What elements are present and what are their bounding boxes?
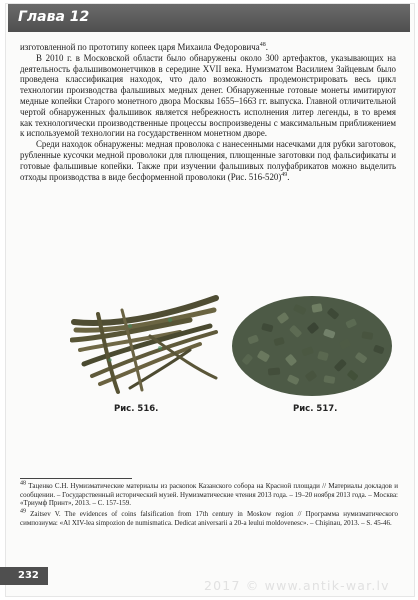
paragraph-3: Среди находок обнаружены: медная проволока с нанесенными насечками для рубки заготовок, рубленные кусочки медной проволоки для плющения, плющенные заготовки под фальсификаты и готовые фальшивые копейки. Также при изучении фальшивых полуфабрикатов можно выделить отходы производства в виде бесформенной проволоки (Рис. 516-520)$^{49}$. [20,139,396,182]
footnotes [20,482,398,530]
footnote-ref-48[interactable]: 48 [259,42,266,49]
footnote-ref-49[interactable]: 49 [281,171,288,178]
figure-517-caption: Рис. 517. [293,404,338,414]
footnote-divider [20,478,132,479]
chapter-title: Глава 12 [18,9,90,25]
watermark: 2017 © www.antik-war.lv [204,578,390,593]
page-number: 232 [18,570,39,581]
paragraph-1: изготовленной по прототипу копеек царя Михаила Федоровича$^{48}$. [20,42,268,52]
figure-516-copper-wire-image [70,280,220,398]
body-text [20,42,396,182]
figure-516-caption: Рис. 516. [114,404,159,414]
footnote-49: $^{49}$ Zaitsev V. The evidences of coins falsification from 17th century in Moskow region // Программа нумизматического симпозиума: «Al XIV-lea simpozion de numismatica. Dedicat aniversarii a 20-a leului moldovenesc». – Chişinau, 2013. – S. 45-46. [20,508,398,527]
paragraph-2: В 2010 г. в Московской области было обнаружены около 300 артефактов, указывающих на деятельность фальшивомонетчиков в середине XVII века. Нумизматом Василием Зайцевым было проведена классификация находок, что дало возможность продемонстрировать весь цикл технологии производства фальшивых медных денег. Обнаруженные готовые монеты имитируют медные копейки Старого монетного двора Москвы 1655–1663 гг. выпуска. Главной отличительной чертой обнаруженных фальшивок является небрежность исполнения литер легенды, в то время как технологически производственные процессы воспроизведены с максимальным приближением к используемой технологии на государственном монетном дворе. [20,52,396,139]
figure-517-wire-pieces-image [228,276,396,400]
footnote-48: $^{48}$ Таценко С.Н. Нумизматические материалы из раскопок Казанского собора на Красной площади // Материалы докладов и сообщении. – Государственный исторический музей. Нумизматические чтения 2013 года. – 19–20 ноября 2013 года. – Москва: «Триумф Принт», 2013. – С. 157-159. [20,480,398,508]
